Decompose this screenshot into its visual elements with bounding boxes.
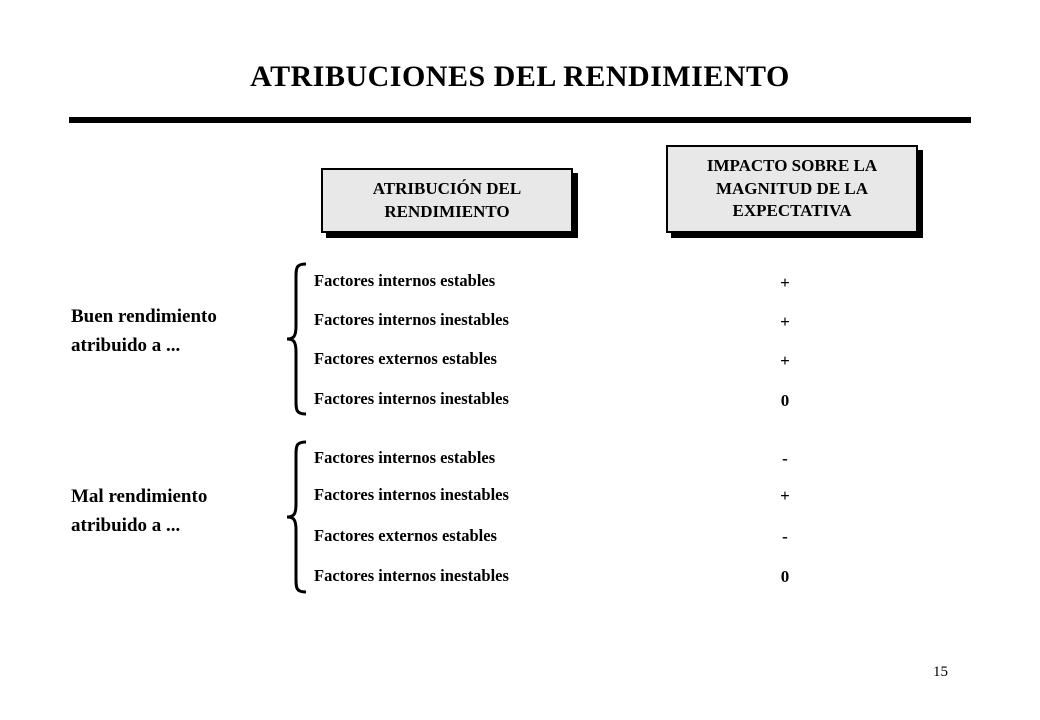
bad-factor-1: Factores internos estables — [314, 448, 496, 467]
bad-factor-3: Factores externos estables — [314, 526, 497, 545]
bad-factor-4: Factores internos inestables — [314, 566, 509, 585]
title-divider — [69, 117, 971, 123]
good-impact-3: + — [780, 351, 790, 370]
bad-impact-4: 0 — [780, 567, 790, 586]
attribution-header-box: ATRIBUCIÓN DEL RENDIMIENTO — [321, 168, 573, 233]
good-factor-2: Factores internos inestables — [314, 310, 509, 329]
slide-title: ATRIBUCIONES DEL RENDIMIENTO — [250, 60, 790, 93]
good-factor-1: Factores internos estables — [314, 271, 496, 290]
bad-factor-2: Factores internos inestables — [314, 485, 509, 504]
bad-performance-label: Mal rendimiento atribuido a ... — [71, 486, 208, 536]
good-performance-label: Buen rendimiento atribuido a ... — [71, 306, 217, 356]
good-impact-1: + — [780, 273, 790, 292]
good-impact-4: 0 — [780, 391, 790, 410]
impact-header-box: IMPACTO SOBRE LA MAGNITUD DE LA EXPECTATIVA — [666, 145, 918, 233]
good-factor-4: Factores internos inestables — [314, 389, 509, 408]
bad-impact-2: + — [780, 486, 790, 505]
good-factor-3: Factores externos estables — [314, 349, 497, 368]
bad-impact-1: - — [782, 449, 788, 468]
bad-performance-brace — [284, 440, 310, 594]
page-number: 15 — [933, 664, 948, 680]
good-performance-brace — [284, 262, 310, 416]
bad-impact-3: - — [782, 527, 788, 546]
good-impact-2: + — [780, 312, 790, 331]
